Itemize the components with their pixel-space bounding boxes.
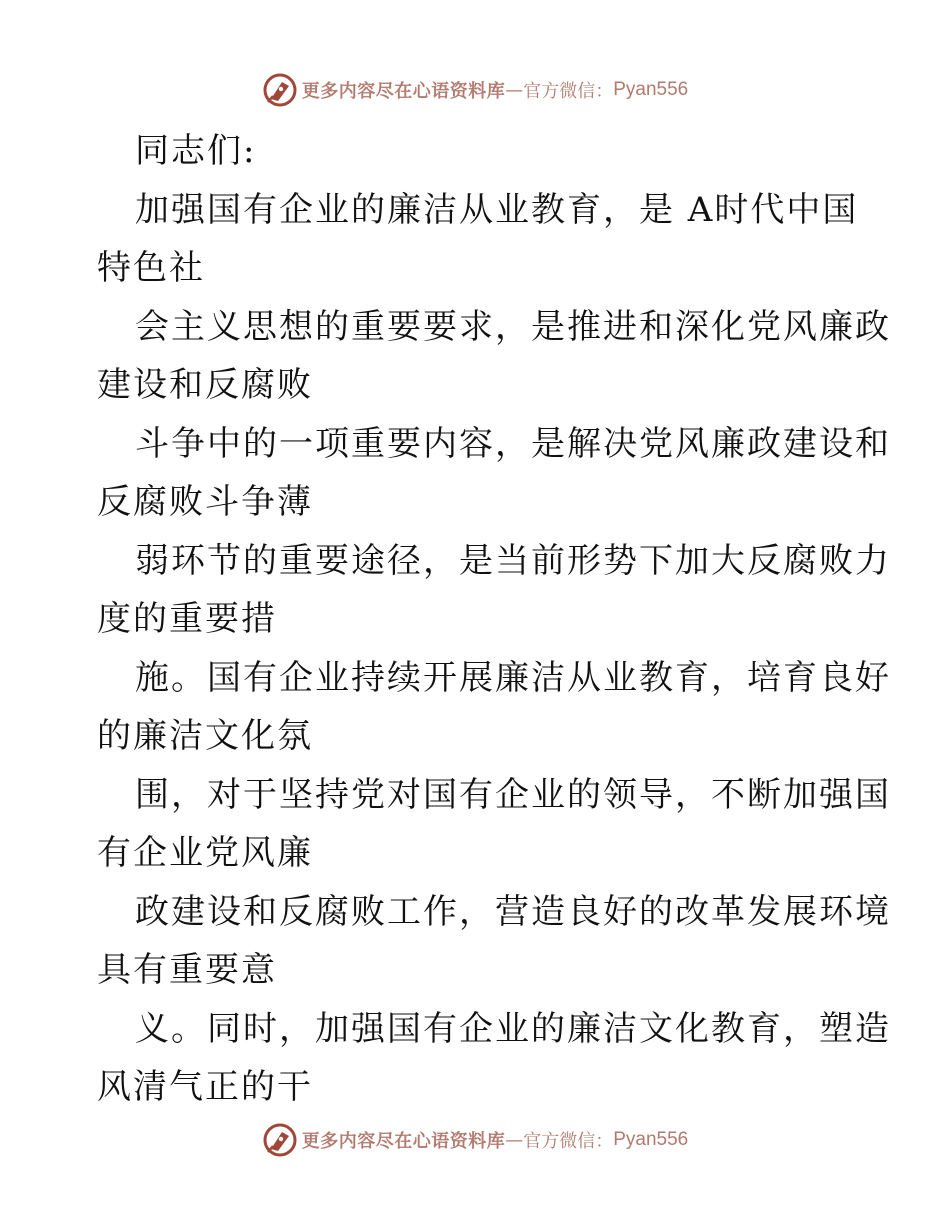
text-line: 围，对于坚持党对国有企业的领导，不断加强国 bbox=[135, 774, 891, 815]
text-line: 建设和反腐败 bbox=[97, 365, 313, 405]
text-line: 弱环节的重要途径，是当前形势下加大反腐败力 bbox=[135, 540, 891, 581]
separator: — bbox=[505, 79, 524, 101]
site-name: 更多内容尽在心语资料库 bbox=[301, 81, 506, 102]
text-line: 义。同时，加强国有企业的廉洁文化教育，塑造 bbox=[135, 1008, 891, 1049]
header-watermark bbox=[0, 70, 950, 110]
pen-nib-logo-icon bbox=[262, 1122, 298, 1158]
text-line: 斗争中的一项重要内容，是解决党风廉政建设和 bbox=[135, 423, 891, 464]
wechat-id: Pyan556 bbox=[613, 1129, 689, 1150]
text-line: 同志们: bbox=[135, 131, 257, 171]
text-line: 度的重要措 bbox=[97, 599, 277, 639]
pen-nib-logo-icon bbox=[262, 72, 298, 108]
separator: — bbox=[505, 1129, 524, 1151]
text-line: 加强国有企业的廉洁从业教育，是 A时代中国 bbox=[135, 189, 859, 230]
wechat-id: Pyan556 bbox=[613, 79, 689, 100]
text-line: 会主义思想的重要要求，是推进和深化党风廉政 bbox=[135, 306, 891, 347]
text-line: 有企业党风廉 bbox=[97, 833, 313, 873]
wechat-label: 官方微信： bbox=[523, 1131, 614, 1152]
text-line: 特色社 bbox=[97, 248, 205, 288]
text-line: 风清气正的干 bbox=[97, 1067, 313, 1107]
text-line: 具有重要意 bbox=[97, 950, 277, 990]
text-line: 施。国有企业持续开展廉洁从业教育，培育良好 bbox=[135, 657, 891, 698]
wechat-label: 官方微信： bbox=[523, 81, 614, 102]
text-line: 的廉洁文化氛 bbox=[97, 716, 313, 756]
text-line: 政建设和反腐败工作，营造良好的改革发展环境 bbox=[135, 891, 891, 932]
text-line: 反腐败斗争薄 bbox=[97, 482, 313, 522]
document-body bbox=[97, 122, 891, 1117]
footer-watermark bbox=[0, 1120, 950, 1160]
site-name: 更多内容尽在心语资料库 bbox=[301, 1131, 506, 1152]
